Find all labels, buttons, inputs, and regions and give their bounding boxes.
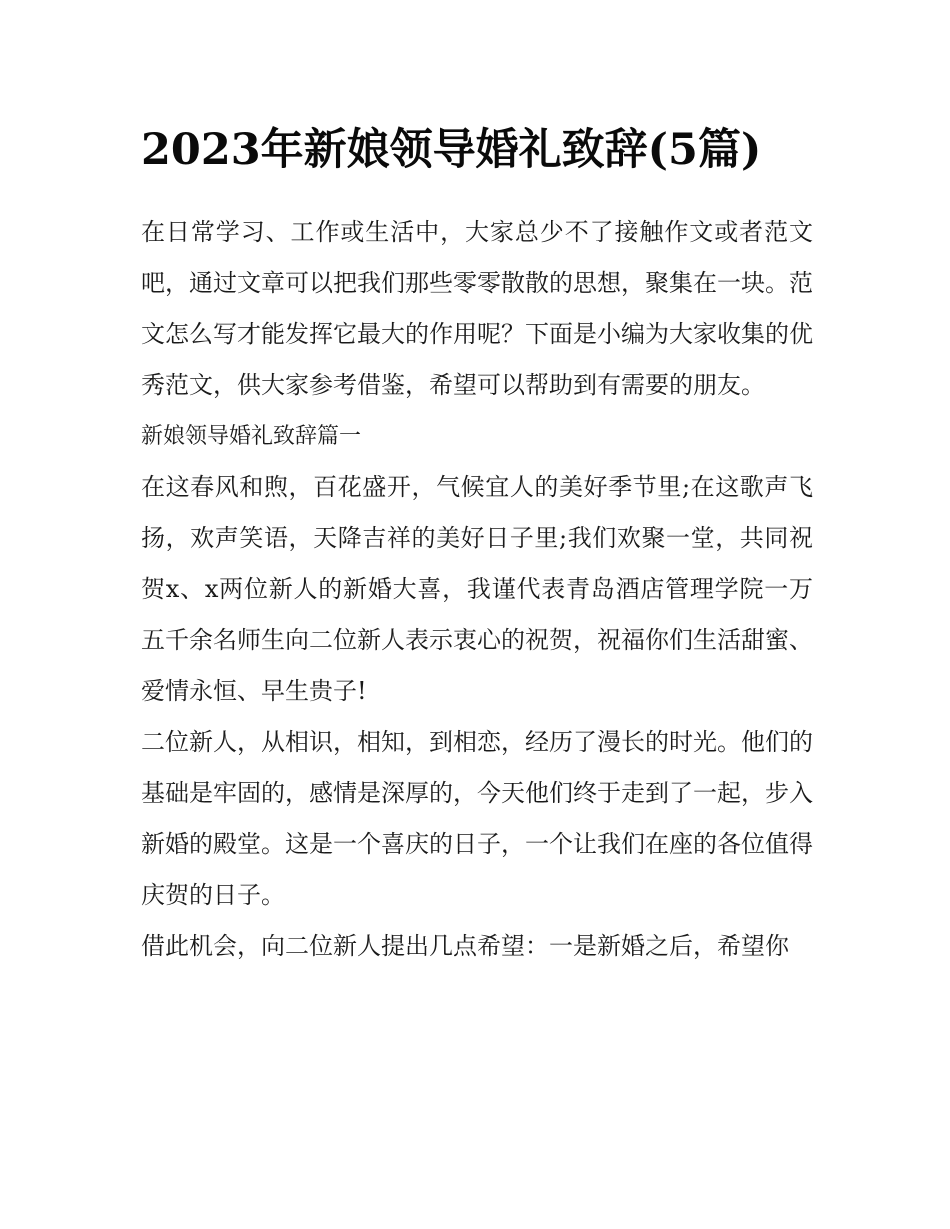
document-title: 2023年新娘领导婚礼致辞(5篇): [141, 125, 762, 175]
body-paragraph-2: 二位新人，从相识，相知，到相恋，经历了漫长的时光。他们的基础是牢固的，感情是深厚的，今天他们终于走到了一起，步入新婚的殿堂。这是一个喜庆的日子，一个让我们在座的各位值得庆贺的日子。: [141, 728, 813, 909]
intro-paragraph: 在日常学习、工作或生活中，大家总少不了接触作文或者范文吧，通过文章可以把我们那些零零散散的思想，聚集在一块。范文怎么写才能发挥它最大的作用呢？下面是小编为大家收集的优秀范文，供大家参考借鉴，希望可以帮助到有需要的朋友。: [141, 218, 813, 399]
body-paragraph-3: 借此机会，向二位新人提出几点希望：一是新婚之后，希望你: [141, 932, 789, 960]
body-paragraph-1: 在这春风和煦，百花盛开，气候宜人的美好季节里;在这歌声飞扬，欢声笑语，天降吉祥的美好日子里;我们欢聚一堂，共同祝贺x、x两位新人的新婚大喜，我谨代表青岛酒店管理学院一万五千余名师生向二位新人表示衷心的祝贺，祝福你们生活甜蜜、爱情永恒、早生贵子!: [141, 473, 813, 705]
document-content: [141, 112, 813, 972]
section-heading: 新娘领导婚礼致辞篇一: [141, 424, 362, 449]
